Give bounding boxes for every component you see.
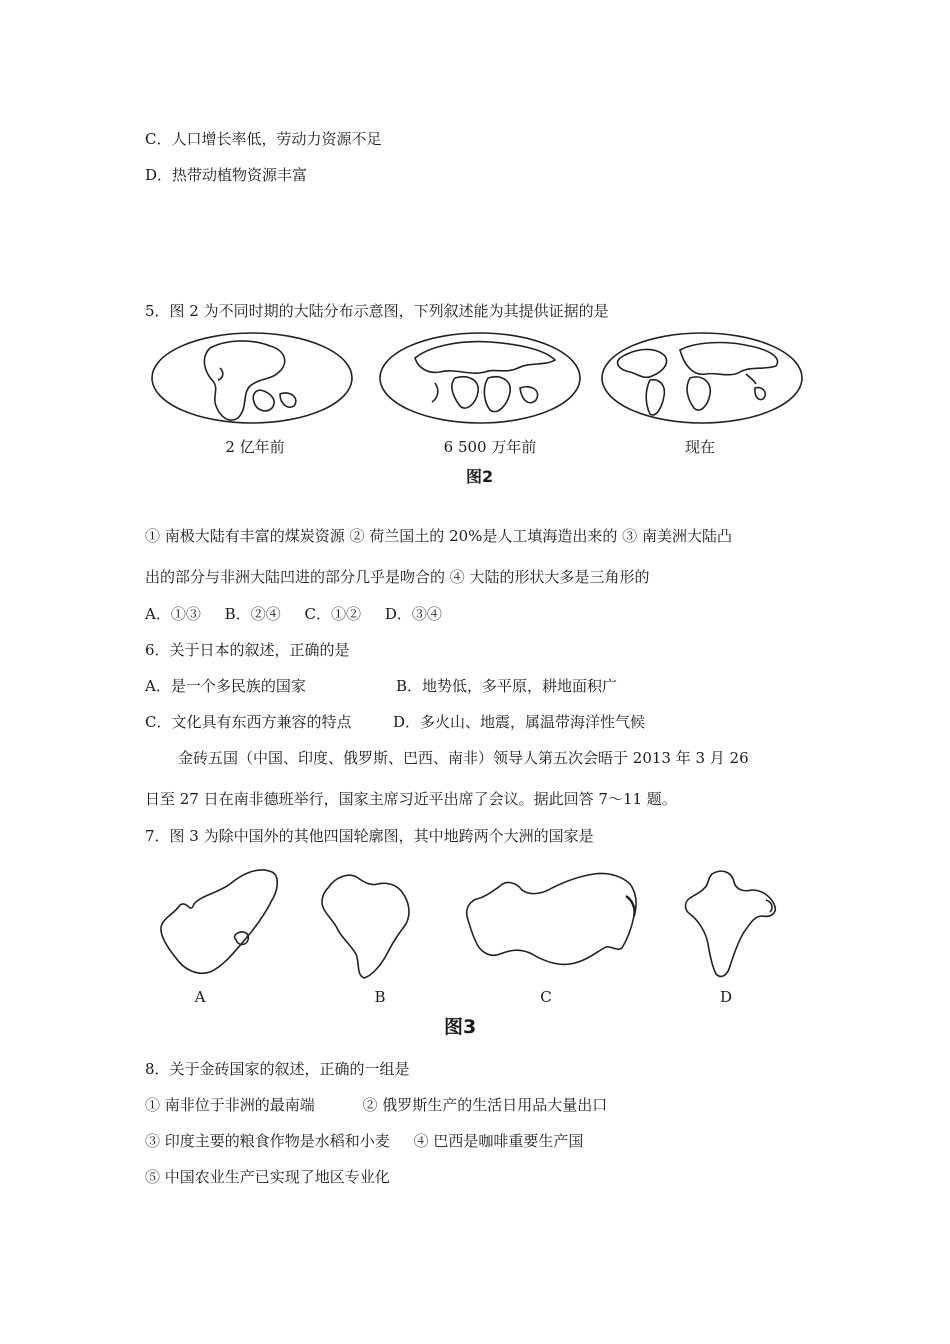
q8-statement-line-1: ① 南非位于非洲的最南端 ② 俄罗斯生产的生活日用品大量出口 (145, 1096, 608, 1114)
outline-south-africa (161, 870, 277, 973)
q4-option-d: D．热带动植物资源丰富 (145, 166, 308, 184)
brics-intro-line-2: 日至 27 日在南非德班举行，国家主席习近平出席了会议。据此回答 7～11 题。 (145, 790, 677, 808)
q6-option-a: A．是一个多民族的国家 (145, 677, 306, 695)
q5-statement-line-2: 出的部分与非洲大陆凹进的部分几乎是吻合的 ④ 大陆的形状大多是三角形的 (145, 568, 650, 586)
q6-option-c: C．文化具有东西方兼容的特点 (145, 713, 352, 731)
figure-2-label-200mya: 2 亿年前 (225, 438, 285, 456)
q8-stem: 8．关于金砖国家的叙述，正确的一组是 (145, 1060, 410, 1078)
q8-statement-line-3: ⑤ 中国农业生产已实现了地区专业化 (145, 1168, 390, 1186)
figure-3-title: 图3 (444, 1016, 477, 1038)
figure-3-label-c: C (540, 988, 552, 1006)
brics-intro-line-1: 金砖五国（中国、印度、俄罗斯、巴西、南非）领导人第五次会晤于 2013 年 3 月 26 (178, 749, 749, 767)
map-200-million-years-ago (152, 333, 352, 423)
figure-2-label-65mya: 6 500 万年前 (443, 438, 537, 456)
figure-3-label-d: D (719, 988, 733, 1006)
figure-3-country-outlines (150, 860, 830, 990)
figure-2-continental-drift (150, 328, 810, 428)
q5-statement-line-1: ① 南极大陆有丰富的煤炭资源 ② 荷兰国土的 20%是人工填海造出来的 ③ 南美洲大陆凸 (145, 527, 732, 545)
q5-options: A．①③ B．②④ C．①② D．③④ (145, 605, 442, 623)
map-65-million-years-ago (380, 333, 580, 423)
map-present (602, 333, 802, 423)
q8-statement-line-2: ③ 印度主要的粮食作物是水稻和小麦 ④ 巴西是咖啡重要生产国 (145, 1132, 584, 1150)
q5-stem: 5．图 2 为不同时期的大陆分布示意图，下列叙述能为其提供证据的是 (145, 302, 609, 320)
q6-stem: 6．关于日本的叙述，正确的是 (145, 641, 350, 659)
q6-option-d: D．多火山、地震，属温带海洋性气候 (393, 713, 646, 731)
figure-3-label-b: B (374, 988, 386, 1006)
q7-stem: 7．图 3 为除中国外的其他四国轮廓图，其中地跨两个大洲的国家是 (145, 827, 594, 845)
outline-india (686, 871, 776, 976)
outline-russia (467, 873, 636, 964)
figure-2-label-present: 现在 (684, 438, 715, 456)
figure-2-title: 图2 (466, 467, 494, 486)
q4-option-c: C．人口增长率低，劳动力资源不足 (145, 130, 382, 148)
q6-option-b: B．地势低，多平原，耕地面积广 (396, 677, 618, 695)
outline-brazil (322, 875, 409, 978)
figure-3-label-a: A (194, 988, 206, 1006)
